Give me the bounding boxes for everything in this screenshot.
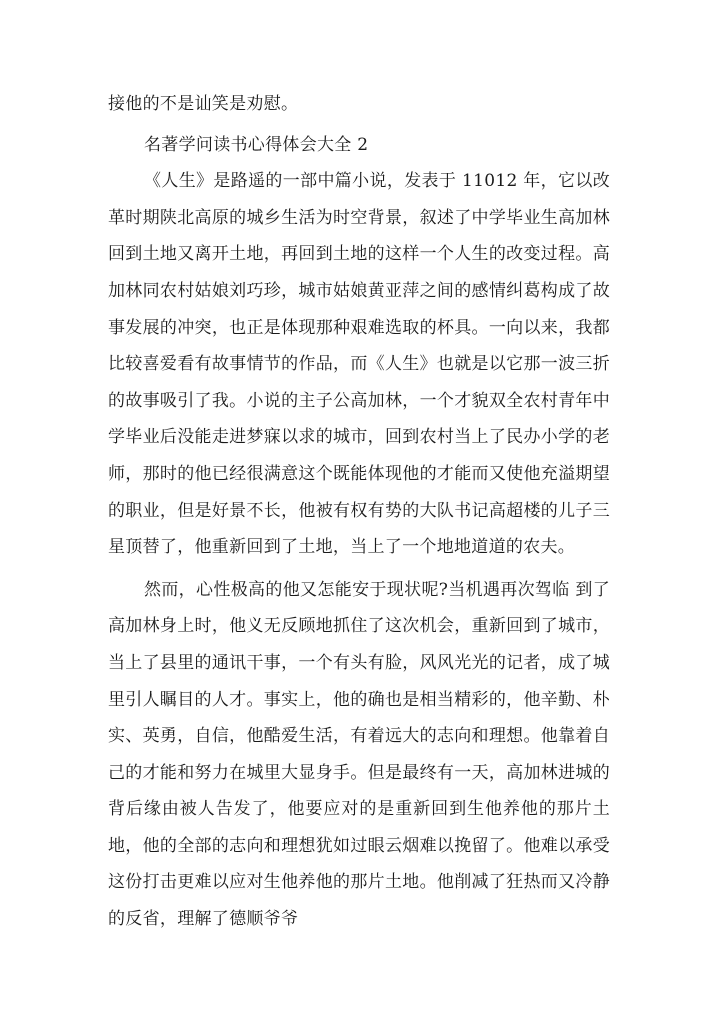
- document-body: [108, 86, 610, 938]
- continued-line: 接他的不是讪笑是劝慰。: [108, 94, 299, 114]
- paragraph-2: 然而，心性极高的他又怎能安于现状呢?当机遇再次驾临 到了高加林身上时，他义无反顾地抓住了这次机会，重新回到了城市，当上了县里的通讯干事，一个有头有脸，风风光光的记者，成了城里引人瞩目的人才。事实上，他的确也是相当精彩的，他辛勤、朴实、英勇，自信，他酷爱生活，有着远大的志向和理想。他靠着自己的才能和努力在城里大显身手。但是最终有一天，高加林进城的背后缘由被人告发了，他要应对的是重新回到生他养他的那片土地，他的全部的志向和理想犹如过眼云烟难以挽留了。他难以承受这份打击更难以应对生他养他的那片土地。他削减了狂热而又冷静的反省，理解了德顺爷爷: [108, 579, 610, 930]
- section-title: 名著学问读书心得体会大全 2: [144, 134, 369, 155]
- paragraph-1: 《人生》是路遥的一部中篇小说，发表于 11012 年，它以改革时期陕北高原的城乡生活为时空背景，叙述了中学毕业生高加林回到土地又离开土地，再回到土地的这样一个人生的改变过程。高加林同农村姑娘刘巧珍，城市姑娘黄亚萍之间的感情纠葛构成了故事发展的冲突，也正是体现那种艰难选取的杯具。一向以来，我都比较喜爱看有故事情节的作品，而《人生》也就是以它那一波三折的故事吸引了我。小说的主子公高加林，一个才貌双全农村青年中学毕业后没能走进梦寐以求的城市，回到农村当上了民办小学的老师，那时的他已经很满意这个既能体现他的才能而又使他充溢期望的职业，但是好景不长，他被有权有势的大队书记高超楼的儿子三星顶替了，他重新回到了土地，当上了一个地地道道的农夫。: [108, 171, 610, 558]
